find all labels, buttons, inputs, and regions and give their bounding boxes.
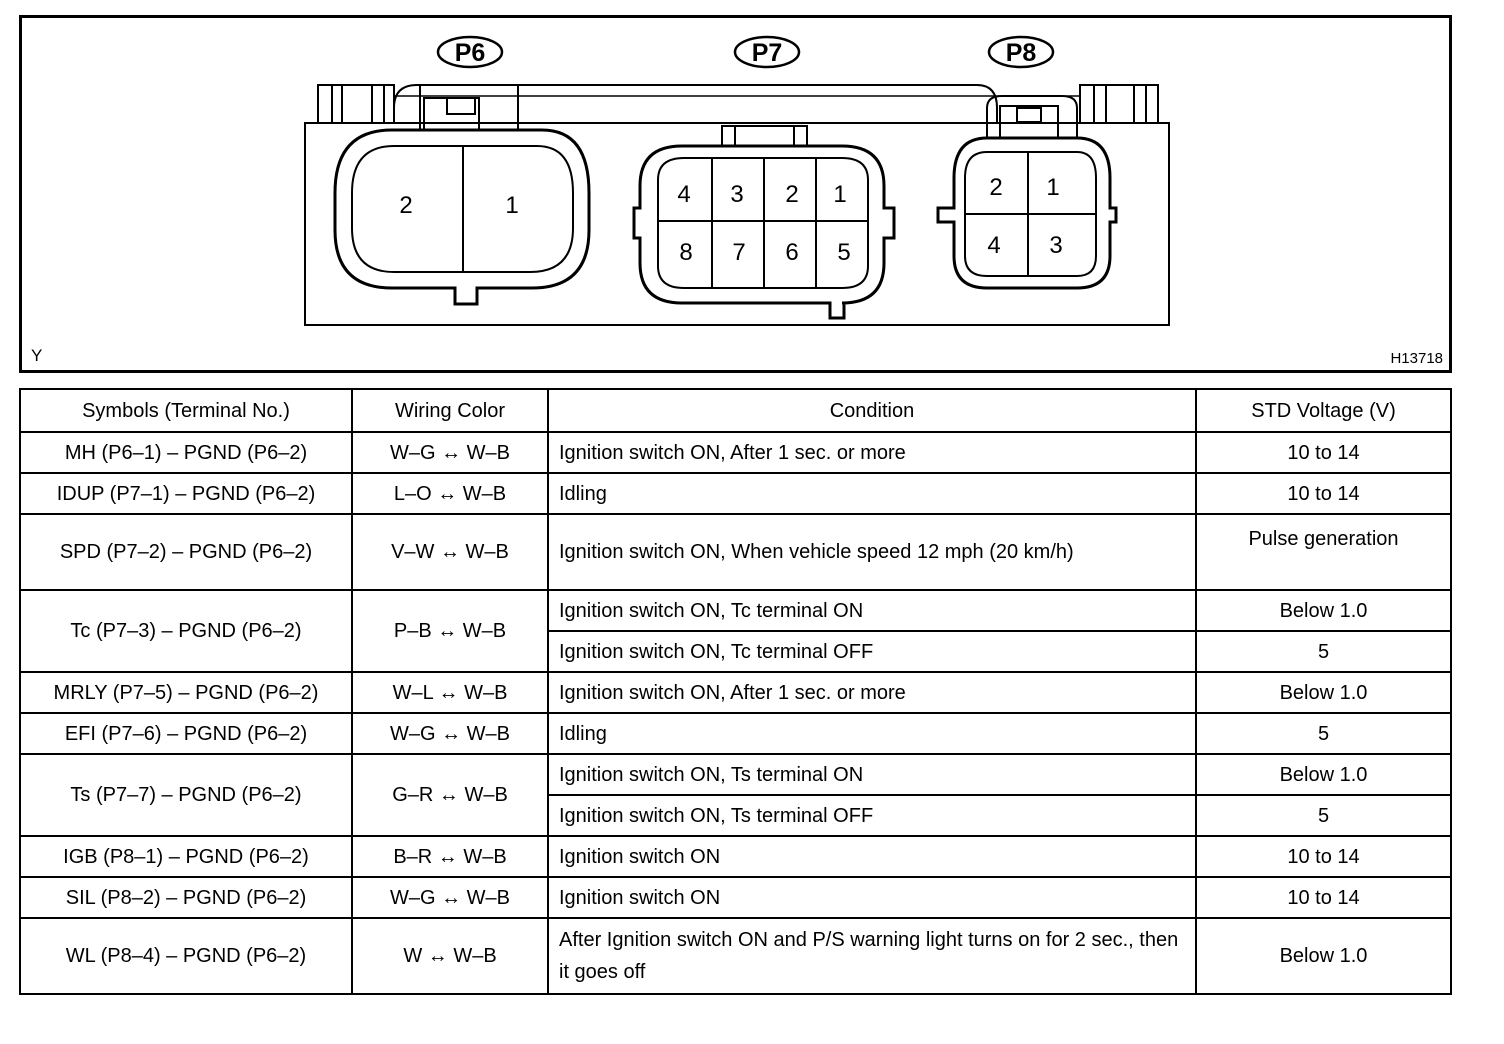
voltage-cell: Pulse generation (1196, 514, 1451, 590)
symbols-cell: IGB (P8–1) – PGND (P6–2) (20, 836, 352, 877)
table-row (20, 836, 1451, 877)
voltage-cell: 10 to 14 (1196, 473, 1451, 514)
wiring-color-cell: V–W ↔ W–B (352, 514, 548, 590)
p8-terminal: 3 (1049, 232, 1063, 259)
condition-cell: Ignition switch ON, When vehicle speed 12 mph (20 km/h) (548, 514, 1196, 590)
voltage-cell: Below 1.0 (1196, 754, 1451, 795)
voltage-cell: 5 (1196, 631, 1451, 672)
condition-cell: Ignition switch ON, Tc terminal OFF (548, 631, 1196, 672)
p8-terminal: 4 (987, 232, 1001, 259)
table-row (20, 877, 1451, 918)
figure-corner-letter: Y (31, 346, 43, 365)
condition-cell: Ignition switch ON, Ts terminal ON (548, 754, 1196, 795)
connector-label-p8: P8 (1005, 39, 1037, 67)
wiring-color-cell: B–R ↔ W–B (352, 836, 548, 877)
header-wiring-color: Wiring Color (352, 389, 548, 432)
p8-terminal: 2 (989, 174, 1003, 201)
table-row (20, 590, 1451, 631)
connector-diagram (22, 18, 1449, 370)
p7-terminal: 1 (833, 181, 847, 208)
connector-label-p7: P7 (751, 39, 783, 67)
table-header-row (20, 389, 1451, 432)
right-bolt-block (1080, 85, 1158, 123)
table-row (20, 473, 1451, 514)
symbols-cell: WL (P8–4) – PGND (P6–2) (20, 918, 352, 994)
p7-terminal: 5 (837, 239, 851, 266)
condition-cell: Idling (548, 713, 1196, 754)
symbols-cell: EFI (P7–6) – PGND (P6–2) (20, 713, 352, 754)
condition-cell: After Ignition switch ON and P/S warning light turns on for 2 sec., then it goes off (548, 918, 1196, 994)
table-row (20, 918, 1451, 994)
p6-terminal: 2 (399, 192, 413, 219)
symbols-cell: MRLY (P7–5) – PGND (P6–2) (20, 672, 352, 713)
p7-terminal: 3 (730, 181, 744, 208)
p7-terminal: 2 (785, 181, 799, 208)
figure-code: H13718 (1390, 350, 1443, 367)
wiring-color-cell: W–G ↔ W–B (352, 713, 548, 754)
symbols-cell: IDUP (P7–1) – PGND (P6–2) (20, 473, 352, 514)
voltage-cell: 5 (1196, 795, 1451, 836)
voltage-cell: Below 1.0 (1196, 672, 1451, 713)
header-condition: Condition (548, 389, 1196, 432)
connector-label-p6: P6 (454, 39, 486, 67)
p7-terminal: 6 (785, 239, 799, 266)
table-row (20, 514, 1451, 590)
wiring-color-cell: G–R ↔ W–B (352, 754, 548, 836)
condition-cell: Ignition switch ON (548, 836, 1196, 877)
condition-cell: Idling (548, 473, 1196, 514)
voltage-cell: Below 1.0 (1196, 918, 1451, 994)
condition-cell: Ignition switch ON, Ts terminal OFF (548, 795, 1196, 836)
table-row (20, 432, 1451, 473)
connector-figure (19, 15, 1452, 373)
wiring-color-cell: W–L ↔ W–B (352, 672, 548, 713)
header-std-voltage: STD Voltage (V) (1196, 389, 1451, 432)
table-row (20, 713, 1451, 754)
condition-cell: Ignition switch ON, After 1 sec. or more (548, 672, 1196, 713)
p7-terminal: 7 (732, 239, 746, 266)
p7-terminal: 8 (679, 239, 693, 266)
p6-terminal: 1 (505, 192, 519, 219)
voltage-cell: 10 to 14 (1196, 432, 1451, 473)
wiring-color-cell: L–O ↔ W–B (352, 473, 548, 514)
condition-cell: Ignition switch ON (548, 877, 1196, 918)
condition-cell: Ignition switch ON, After 1 sec. or more (548, 432, 1196, 473)
wiring-color-cell: W ↔ W–B (352, 918, 548, 994)
voltage-cell: 5 (1196, 713, 1451, 754)
header-symbols: Symbols (Terminal No.) (20, 389, 352, 432)
ecu-base-plate (305, 123, 1169, 325)
table-row (20, 672, 1451, 713)
wiring-color-cell: W–G ↔ W–B (352, 432, 548, 473)
voltage-cell: 10 to 14 (1196, 836, 1451, 877)
wiring-color-cell: P–B ↔ W–B (352, 590, 548, 672)
p7-terminal: 4 (677, 181, 691, 208)
condition-cell: Ignition switch ON, Tc terminal ON (548, 590, 1196, 631)
connector-p6 (335, 85, 589, 304)
voltage-cell: 10 to 14 (1196, 877, 1451, 918)
wiring-color-cell: W–G ↔ W–B (352, 877, 548, 918)
terminal-voltage-table (19, 388, 1452, 995)
symbols-cell: SPD (P7–2) – PGND (P6–2) (20, 514, 352, 590)
table-row (20, 754, 1451, 795)
symbols-cell: MH (P6–1) – PGND (P6–2) (20, 432, 352, 473)
left-bolt-block (318, 85, 394, 123)
symbols-cell: Ts (P7–7) – PGND (P6–2) (20, 754, 352, 836)
p8-terminal: 1 (1046, 174, 1060, 201)
voltage-cell: Below 1.0 (1196, 590, 1451, 631)
symbols-cell: SIL (P8–2) – PGND (P6–2) (20, 877, 352, 918)
connector-p7 (634, 126, 894, 318)
connector-p8 (938, 96, 1116, 288)
symbols-cell: Tc (P7–3) – PGND (P6–2) (20, 590, 352, 672)
